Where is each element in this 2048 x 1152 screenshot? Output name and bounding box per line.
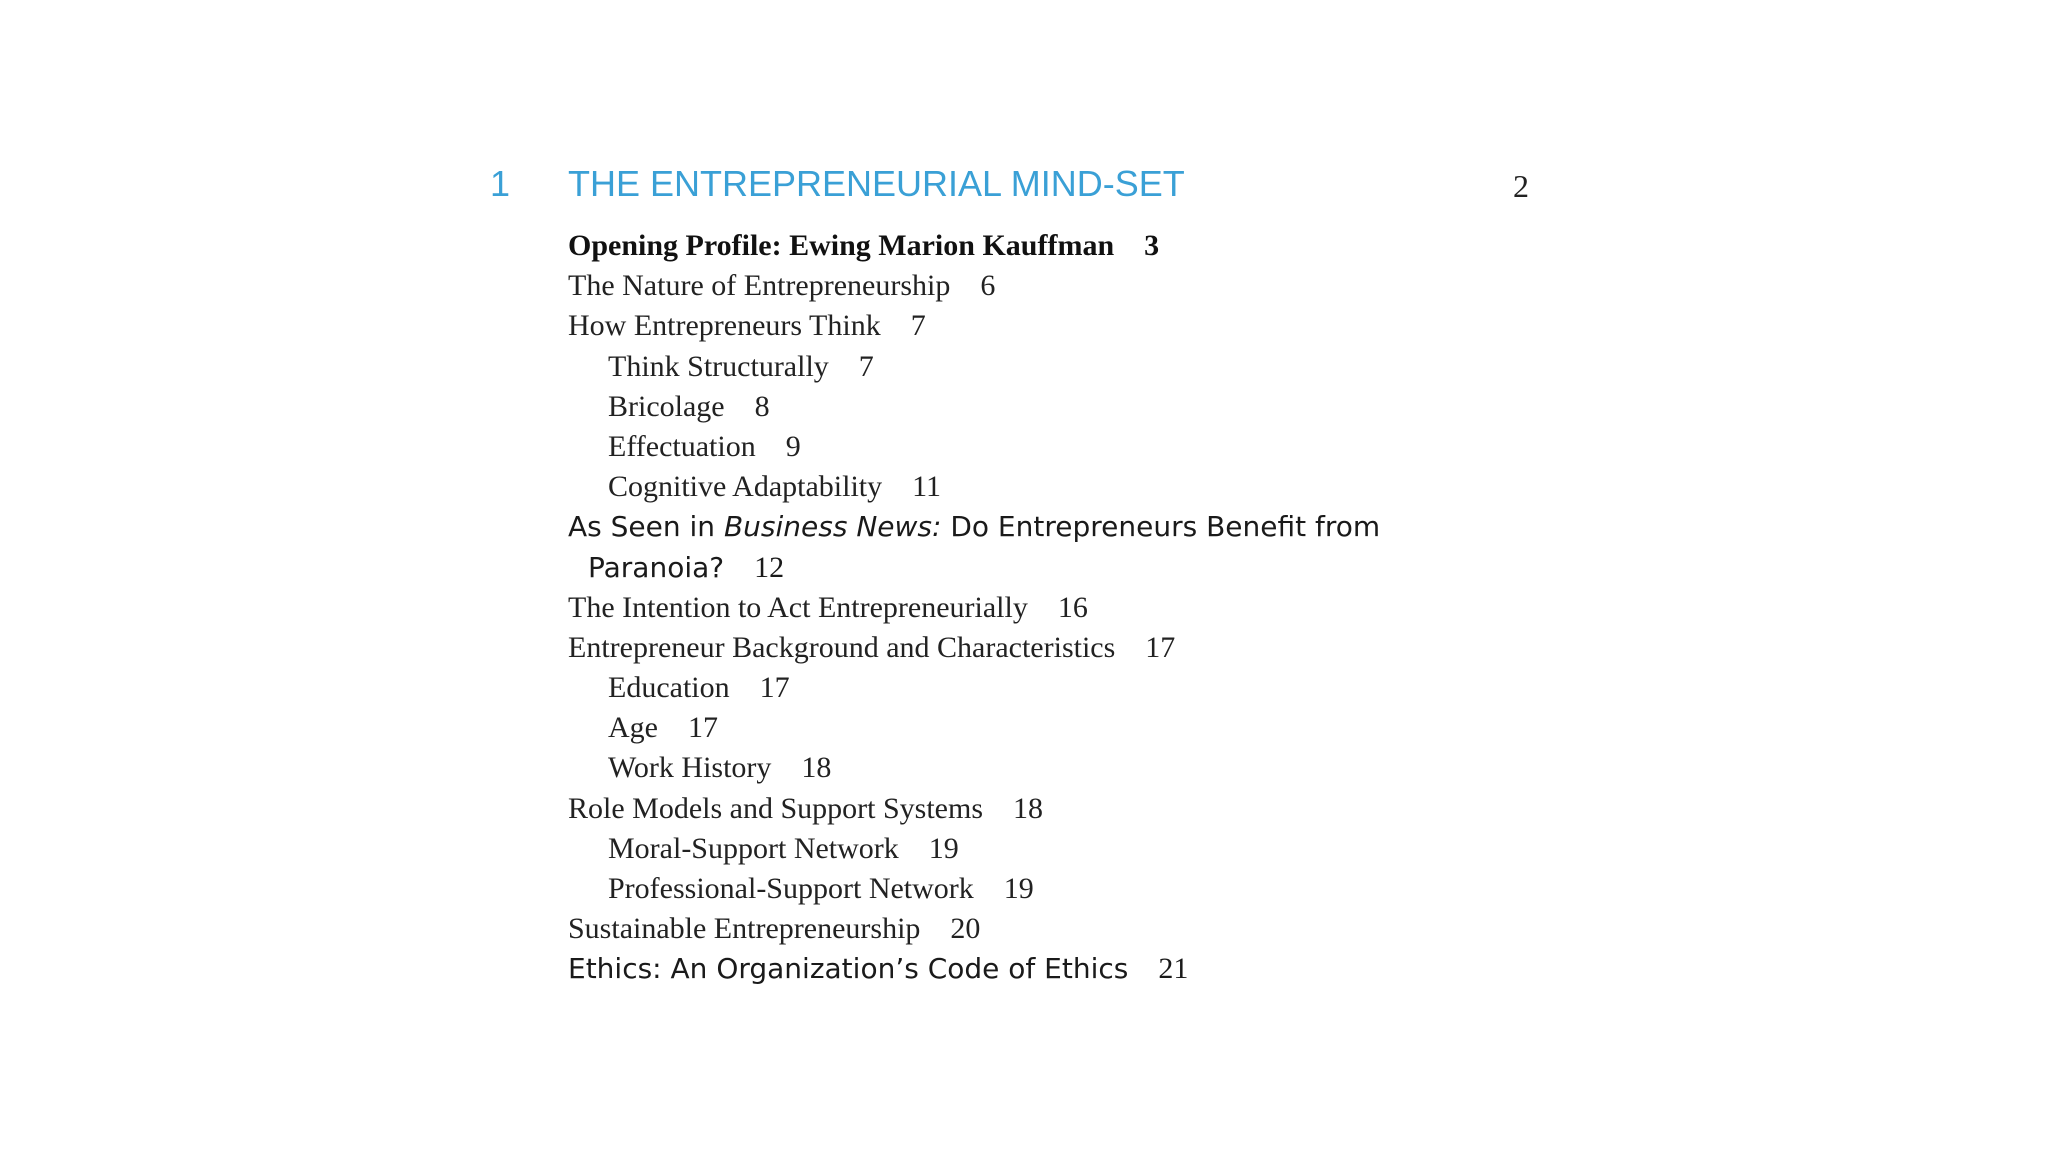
toc-entry-title: Age xyxy=(608,711,658,745)
toc-entry-nature-of-entrepreneurship xyxy=(568,266,1380,306)
toc-subentry-education xyxy=(568,668,1380,708)
toc-entry-as-seen-in-business-news-continued xyxy=(568,548,1380,588)
toc-entry-title: How Entrepreneurs Think xyxy=(568,309,881,343)
chapter-title: THE ENTREPRENEURIAL MIND-SET xyxy=(568,163,1185,204)
toc-entry-background-and-characteristics xyxy=(568,628,1380,668)
toc-entry-title: Education xyxy=(608,671,730,705)
toc-entry-ethics-code xyxy=(568,949,1380,989)
chapter-number: 1 xyxy=(490,163,511,204)
toc-entry-list xyxy=(568,226,1380,990)
toc-entry-title: Bricolage xyxy=(608,389,725,423)
toc-entry-page: 19 xyxy=(928,831,959,865)
toc-entry-as-seen-in-business-news xyxy=(568,507,1380,547)
toc-entry-page: 9 xyxy=(785,429,801,463)
toc-subentry-professional-support-network xyxy=(568,869,1380,909)
toc-subentry-moral-support-network xyxy=(568,829,1380,869)
toc-entry-title: The Nature of Entrepreneurship xyxy=(568,269,951,303)
toc-entry-page: 7 xyxy=(910,309,926,343)
toc-entry-how-entrepreneurs-think xyxy=(568,306,1380,346)
toc-entry-title: Entrepreneur Background and Characteristics xyxy=(568,630,1116,664)
toc-entry-title-continued: Paranoia? xyxy=(588,550,725,584)
toc-entry-title-prefix: As Seen in xyxy=(568,510,724,544)
toc-entry-opening-profile xyxy=(568,226,1380,266)
toc-entry-title: Ethics: An Organization’s Code of Ethics xyxy=(568,952,1129,986)
toc-entry-title: The Intention to Act Entrepreneurially xyxy=(568,590,1028,624)
toc-entry-title: Effectuation xyxy=(608,429,756,463)
toc-entry-page: 8 xyxy=(754,389,770,423)
toc-entry-page: 18 xyxy=(801,751,832,785)
toc-entry-title: Moral-Support Network xyxy=(608,831,899,865)
toc-entry-title: Sustainable Entrepreneurship xyxy=(568,912,921,946)
toc-entry-title: Role Models and Support Systems xyxy=(568,791,984,825)
toc-entry-page: 11 xyxy=(912,470,942,504)
toc-entry-page: 20 xyxy=(950,912,981,946)
toc-entry-page: 21 xyxy=(1158,952,1189,986)
toc-entry-title: Think Structurally xyxy=(608,349,829,383)
toc-subentry-cognitive-adaptability xyxy=(568,467,1380,507)
toc-subentry-bricolage xyxy=(568,387,1380,427)
toc-entry-title: Opening Profile: Ewing Marion Kauffman xyxy=(568,229,1115,262)
toc-entry-title: Cognitive Adaptability xyxy=(608,470,883,504)
toc-entry-intention-to-act xyxy=(568,588,1380,628)
toc-subentry-effectuation xyxy=(568,427,1380,467)
chapter-page-number: 2 xyxy=(1513,168,1529,204)
toc-entry-title: Professional-Support Network xyxy=(608,872,974,905)
toc-entry-page: 3 xyxy=(1144,229,1160,262)
toc-subentry-age xyxy=(568,708,1380,748)
toc-subentry-think-structurally xyxy=(568,347,1380,387)
toc-entry-page: 17 xyxy=(759,671,790,705)
toc-entry-title-suffix: Do Entrepreneurs Benefit from xyxy=(941,510,1381,544)
toc-entry-title-italic: Business News: xyxy=(723,510,942,544)
toc-entry-page: 17 xyxy=(687,711,718,745)
toc-subentry-work-history xyxy=(568,748,1380,788)
toc-entry-page: 19 xyxy=(1003,872,1034,905)
toc-entry-page: 17 xyxy=(1145,630,1176,664)
toc-entry-role-models xyxy=(568,789,1380,829)
toc-entry-page: 7 xyxy=(858,349,874,383)
toc-entry-page: 16 xyxy=(1057,590,1088,624)
toc-entry-page: 6 xyxy=(980,269,996,303)
toc-entry-sustainable-entrepreneurship xyxy=(568,909,1380,949)
toc-entry-page: 12 xyxy=(754,550,785,584)
toc-entry-page: 18 xyxy=(1013,791,1044,825)
toc-entry-title: Work History xyxy=(608,751,772,785)
